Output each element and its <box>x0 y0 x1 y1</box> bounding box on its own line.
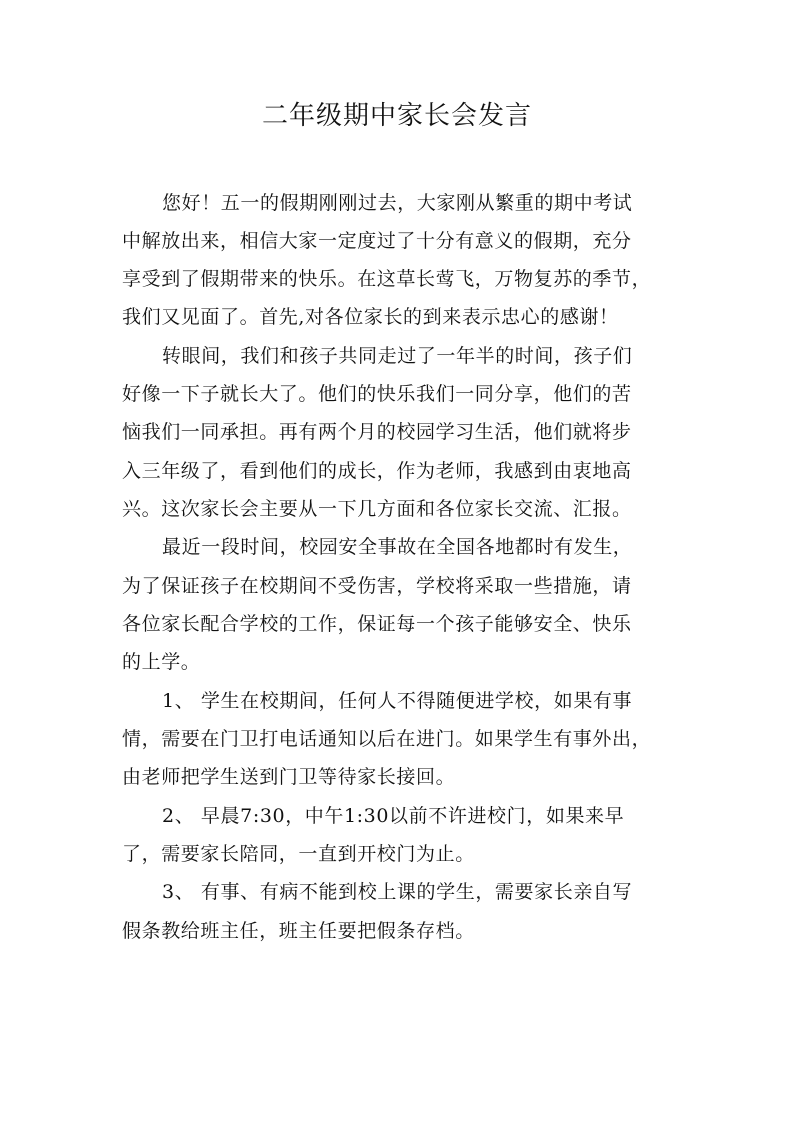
paragraph-line: 好像一下子就长大了。他们的快乐我们一同分享，他们的苦 <box>122 383 632 405</box>
paragraph-line: 中解放出来，相信大家一定度过了十分有意义的假期，充分 <box>122 230 632 252</box>
paragraph-line: 入三年级了，看到他们的成长，作为老师，我感到由衷地高 <box>122 460 632 482</box>
list-item-line: 假条教给班主任，班主任要把假条存档。 <box>122 920 475 942</box>
document-title: 二年级期中家长会发言 <box>261 101 532 131</box>
paragraph-line: 享受到了假期带来的快乐。在这草长莺飞，万物复苏的季节， <box>122 268 652 290</box>
paragraph-line: 各位家长配合学校的工作，保证每一个孩子能够安全、快乐 <box>122 613 632 635</box>
list-item-line: 3、 有事、有病不能到校上课的学生，需要家长亲自写 <box>162 881 633 903</box>
paragraph-line: 恼我们一同承担。再有两个月的校园学习生活，他们就将步 <box>122 421 632 443</box>
list-item-line: 2、 早晨7:30，中午1:30以前不许进校门，如果来早 <box>162 805 625 827</box>
paragraph-line: 您好！五一的假期刚刚过去，大家刚从繁重的期中考试 <box>162 192 633 214</box>
list-item-line: 1、 学生在校期间，任何人不得随便进学校，如果有事 <box>162 690 633 712</box>
list-item-line: 由老师把学生送到门卫等待家长接回。 <box>122 766 456 788</box>
paragraph-line: 最近一段时间，校园安全事故在全国各地都时有发生， <box>162 536 633 558</box>
paragraph-line: 我们又见面了。首先,对各位家长的到来表示忠心的感谢！ <box>122 306 619 328</box>
paragraph-line: 为了保证孩子在校期间不受伤害，学校将采取一些措施，请 <box>122 575 632 597</box>
list-item-line: 了，需要家长陪同，一直到开校门为止。 <box>122 843 475 865</box>
paragraph-line: 的上学。 <box>122 651 201 673</box>
paragraph-line: 兴。这次家长会主要从一下几方面和各位家长交流、汇报。 <box>122 498 632 520</box>
list-item-line: 情，需要在门卫打电话通知以后在进门。如果学生有事外出， <box>122 728 652 750</box>
paragraph-line: 转眼间，我们和孩子共同走过了一年半的时间，孩子们 <box>162 345 633 367</box>
